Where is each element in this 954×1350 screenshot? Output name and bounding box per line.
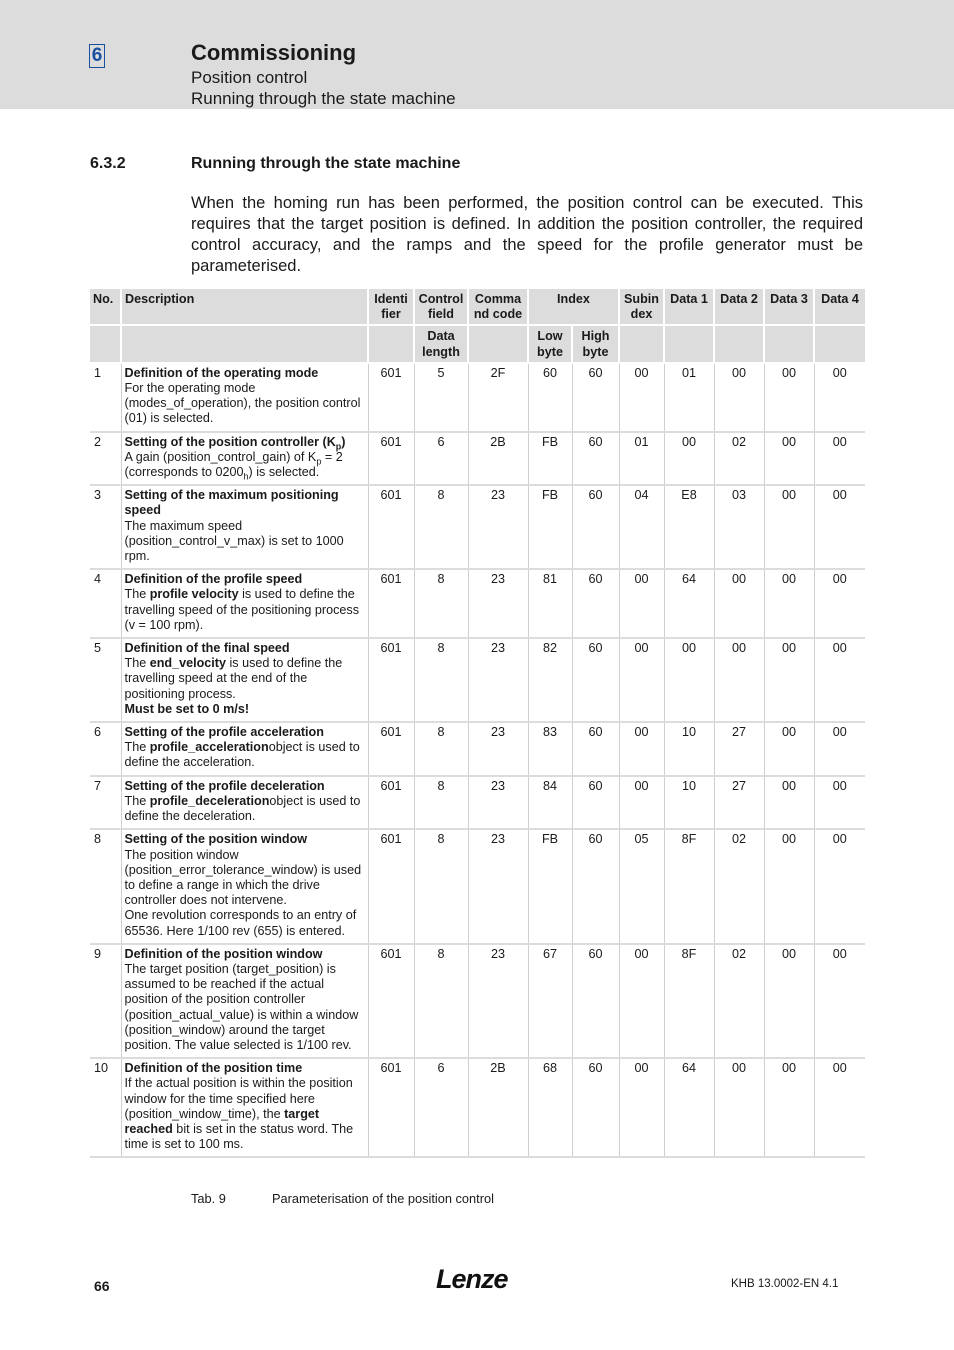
cell-identifier: 601 bbox=[368, 944, 414, 1058]
cell-data2: 00 bbox=[714, 638, 764, 722]
cell-command-code: 2F bbox=[468, 363, 528, 432]
cell-subindex: 05 bbox=[619, 829, 664, 943]
cell-command-code: 23 bbox=[468, 485, 528, 569]
table-row bbox=[90, 485, 865, 569]
col-header-data3: Data 3 bbox=[764, 289, 814, 325]
cell-no: 6 bbox=[90, 722, 121, 776]
row-title: Definition of the operating mode bbox=[124, 365, 319, 380]
cell-data1: 64 bbox=[664, 569, 714, 638]
col-header-data-length: Data length bbox=[414, 325, 468, 362]
row-text: The profile_decelerationobject is used to define the deceleration. bbox=[124, 793, 361, 824]
cell-no: 9 bbox=[90, 944, 121, 1058]
cell-data3: 00 bbox=[764, 722, 814, 776]
cell-index-low: 81 bbox=[528, 569, 572, 638]
section-number: 6.3.2 bbox=[90, 155, 126, 172]
cell-index-high: 60 bbox=[572, 432, 619, 486]
cell-data-length: 5 bbox=[414, 363, 468, 432]
cell-identifier: 601 bbox=[368, 829, 414, 943]
cell-description bbox=[121, 722, 368, 776]
cell-data4: 00 bbox=[814, 363, 865, 432]
cell-no: 2 bbox=[90, 432, 121, 486]
col-header-description: Description bbox=[121, 289, 368, 325]
document-id: KHB 13.0002-EN 4.1 bbox=[731, 1278, 839, 1290]
cell-no: 5 bbox=[90, 638, 121, 722]
table-subheader-row bbox=[90, 325, 865, 362]
cell-data4: 00 bbox=[814, 829, 865, 943]
cell-description bbox=[121, 776, 368, 830]
table-caption-label: Tab. 9 bbox=[191, 1191, 226, 1206]
cell-index-high: 60 bbox=[572, 722, 619, 776]
cell-data1: 10 bbox=[664, 776, 714, 830]
cell-description bbox=[121, 829, 368, 943]
cell-data3: 00 bbox=[764, 432, 814, 486]
cell-subindex: 00 bbox=[619, 638, 664, 722]
cell-identifier: 601 bbox=[368, 638, 414, 722]
cell-subindex: 00 bbox=[619, 1058, 664, 1157]
cell-index-high: 60 bbox=[572, 829, 619, 943]
cell-subindex: 04 bbox=[619, 485, 664, 569]
cell-index-high: 60 bbox=[572, 776, 619, 830]
cell-data1: 64 bbox=[664, 1058, 714, 1157]
table-row bbox=[90, 569, 865, 638]
cell-data2: 27 bbox=[714, 776, 764, 830]
cell-command-code: 23 bbox=[468, 944, 528, 1058]
cell-index-low: 83 bbox=[528, 722, 572, 776]
cell-index-low: FB bbox=[528, 432, 572, 486]
cell-subindex: 00 bbox=[619, 944, 664, 1058]
cell-data3: 00 bbox=[764, 485, 814, 569]
cell-data-length: 8 bbox=[414, 944, 468, 1058]
table-row bbox=[90, 944, 865, 1058]
cell-identifier: 601 bbox=[368, 432, 414, 486]
section-title: Running through the state machine bbox=[191, 155, 461, 172]
cell-data1: 8F bbox=[664, 829, 714, 943]
table-row bbox=[90, 829, 865, 943]
cell-subindex: 00 bbox=[619, 363, 664, 432]
cell-data-length: 8 bbox=[414, 776, 468, 830]
cell-index-low: FB bbox=[528, 485, 572, 569]
cell-data2: 27 bbox=[714, 722, 764, 776]
cell-command-code: 23 bbox=[468, 638, 528, 722]
cell-description bbox=[121, 944, 368, 1058]
cell-identifier: 601 bbox=[368, 363, 414, 432]
cell-description bbox=[121, 638, 368, 722]
header-subtitle-2: Running through the state machine bbox=[191, 89, 456, 108]
cell-data2: 00 bbox=[714, 1058, 764, 1157]
cell-index-high: 60 bbox=[572, 363, 619, 432]
cell-data2: 00 bbox=[714, 569, 764, 638]
cell-command-code: 2B bbox=[468, 432, 528, 486]
row-note: Must be set to 0 m/s! bbox=[124, 701, 250, 716]
cell-data-length: 8 bbox=[414, 485, 468, 569]
cell-index-low: FB bbox=[528, 829, 572, 943]
cell-data-length: 8 bbox=[414, 722, 468, 776]
col-header-data4: Data 4 bbox=[814, 289, 865, 325]
cell-index-low: 67 bbox=[528, 944, 572, 1058]
lenze-logo: Lenze bbox=[436, 1264, 508, 1294]
cell-index-high: 60 bbox=[572, 485, 619, 569]
cell-data2: 02 bbox=[714, 829, 764, 943]
cell-command-code: 23 bbox=[468, 829, 528, 943]
cell-index-low: 68 bbox=[528, 1058, 572, 1157]
col-header-high-byte: High byte bbox=[572, 325, 619, 362]
cell-identifier: 601 bbox=[368, 776, 414, 830]
intro-paragraph: When the homing run has been performed, the position control can be executed. This requires that the target position is defined. In addition the position controller, the required control accuracy, and the ramps and the speed for the profile generator must be parameterised. bbox=[191, 194, 863, 275]
col-header-low-byte: Low byte bbox=[528, 325, 572, 362]
cell-description bbox=[121, 363, 368, 432]
cell-description bbox=[121, 432, 368, 486]
row-text: The target position (target_position) is assumed to be reached if the actual position of the position controller (position_actual_value) is within a window (position_window) around the target position. The value selected is 1/100 rev. bbox=[124, 961, 359, 1052]
row-title: Definition of the position time bbox=[124, 1061, 303, 1076]
row-title: Setting of the position controller $(K_p)$ bbox=[124, 434, 346, 452]
cell-data2: 02 bbox=[714, 432, 764, 486]
cell-data4: 00 bbox=[814, 485, 865, 569]
row-text: The end_velocity is used to define the travelling speed at the end of the positioning process. bbox=[124, 656, 343, 701]
row-text: The position window (position_error_tolerance_window) is used to define a range in which the drive controller does not intervene. bbox=[124, 847, 362, 908]
cell-subindex: 00 bbox=[619, 776, 664, 830]
cell-command-code: 2B bbox=[468, 1058, 528, 1157]
header-subtitle-1: Position control bbox=[191, 68, 308, 87]
cell-description bbox=[121, 569, 368, 638]
row-text: A gain (position_control_gain) of $K_p = 2$ (corresponds to $0200_h$) is selected. bbox=[124, 449, 343, 482]
cell-data3: 00 bbox=[764, 944, 814, 1058]
col-header-data1: Data 1 bbox=[664, 289, 714, 325]
cell-description bbox=[121, 485, 368, 569]
cell-data-length: 8 bbox=[414, 569, 468, 638]
cell-data1: 10 bbox=[664, 722, 714, 776]
cell-description bbox=[121, 1058, 368, 1157]
cell-no: 3 bbox=[90, 485, 121, 569]
cell-index-high: 60 bbox=[572, 944, 619, 1058]
cell-data1: 00 bbox=[664, 638, 714, 722]
row-text: For the operating mode (modes_of_operation), the position control (01) is selected. bbox=[124, 381, 361, 426]
row-text: If the actual position is within the position window for the time specified here (position_window_time), the target reached bit is set in the status word. The time is set to 100 ms. bbox=[124, 1076, 354, 1152]
col-header-control-field: Control field bbox=[414, 289, 468, 325]
cell-subindex: 00 bbox=[619, 569, 664, 638]
row-title: Setting of the maximum positioning speed bbox=[124, 488, 339, 518]
cell-no: 4 bbox=[90, 569, 121, 638]
cell-data-length: 8 bbox=[414, 638, 468, 722]
table-row bbox=[90, 722, 865, 776]
cell-data4: 00 bbox=[814, 638, 865, 722]
chapter-title: Commissioning bbox=[191, 40, 357, 65]
cell-data4: 00 bbox=[814, 1058, 865, 1157]
cell-data4: 00 bbox=[814, 944, 865, 1058]
cell-no: 8 bbox=[90, 829, 121, 943]
page-number: 66 bbox=[94, 1278, 110, 1294]
row-title: Definition of the profile speed bbox=[124, 572, 303, 587]
cell-identifier: 601 bbox=[368, 1058, 414, 1157]
row-title: Setting of the profile deceleration bbox=[124, 778, 325, 793]
cell-index-high: 60 bbox=[572, 1058, 619, 1157]
cell-data-length: 6 bbox=[414, 432, 468, 486]
row-text: The maximum speed (position_control_v_max) is set to 1000 rpm. bbox=[124, 518, 344, 564]
cell-data3: 00 bbox=[764, 569, 814, 638]
cell-data3: 00 bbox=[764, 776, 814, 830]
row-title: Definition of the final speed bbox=[124, 641, 290, 656]
cell-no: 1 bbox=[90, 363, 121, 432]
cell-data-length: 8 bbox=[414, 829, 468, 943]
cell-data2: 02 bbox=[714, 944, 764, 1058]
table-row bbox=[90, 363, 865, 432]
table-header-row bbox=[90, 289, 865, 325]
table-row bbox=[90, 1058, 865, 1157]
header-band bbox=[0, 0, 954, 109]
row-text: The profile_accelerationobject is used to define the acceleration. bbox=[124, 740, 360, 770]
cell-data1: E8 bbox=[664, 485, 714, 569]
chapter-number-link[interactable]: 6 bbox=[89, 44, 105, 68]
table-row bbox=[90, 638, 865, 722]
row-title: Setting of the profile acceleration bbox=[124, 725, 324, 740]
table-row bbox=[90, 776, 865, 830]
cell-data2: 03 bbox=[714, 485, 764, 569]
col-header-data2: Data 2 bbox=[714, 289, 764, 325]
cell-data3: 00 bbox=[764, 363, 814, 432]
cell-data1: 00 bbox=[664, 432, 714, 486]
cell-identifier: 601 bbox=[368, 722, 414, 776]
cell-data4: 00 bbox=[814, 722, 865, 776]
cell-data1: 01 bbox=[664, 363, 714, 432]
cell-data3: 00 bbox=[764, 638, 814, 722]
col-header-index: Index bbox=[528, 289, 619, 325]
cell-data3: 00 bbox=[764, 1058, 814, 1157]
cell-index-low: 82 bbox=[528, 638, 572, 722]
row-title: Setting of the position window bbox=[124, 832, 308, 847]
parameter-table bbox=[90, 289, 865, 1158]
col-header-identifier: Identi fier bbox=[368, 289, 414, 325]
cell-identifier: 601 bbox=[368, 485, 414, 569]
row-title: Definition of the position window bbox=[124, 946, 323, 961]
cell-subindex: 00 bbox=[619, 722, 664, 776]
cell-index-low: 60 bbox=[528, 363, 572, 432]
cell-data3: 00 bbox=[764, 829, 814, 943]
cell-data-length: 6 bbox=[414, 1058, 468, 1157]
table-row bbox=[90, 432, 865, 486]
cell-subindex: 01 bbox=[619, 432, 664, 486]
cell-data4: 00 bbox=[814, 569, 865, 638]
cell-command-code: 23 bbox=[468, 722, 528, 776]
col-header-command-code: Comma nd code bbox=[468, 289, 528, 325]
cell-index-high: 60 bbox=[572, 638, 619, 722]
cell-data4: 00 bbox=[814, 432, 865, 486]
row-text-2: One revolution corresponds to an entry of 65536. Here 1/100 rev (655) is entered. bbox=[124, 908, 357, 938]
col-header-no: No. bbox=[90, 289, 121, 325]
cell-index-low: 84 bbox=[528, 776, 572, 830]
cell-index-high: 60 bbox=[572, 569, 619, 638]
cell-data2: 00 bbox=[714, 363, 764, 432]
cell-identifier: 601 bbox=[368, 569, 414, 638]
table-caption-text: Parameterisation of the position control bbox=[272, 1191, 494, 1206]
col-header-subindex: Subin dex bbox=[619, 289, 664, 325]
cell-no: 7 bbox=[90, 776, 121, 830]
cell-data4: 00 bbox=[814, 776, 865, 830]
cell-no: 10 bbox=[90, 1058, 121, 1157]
cell-command-code: 23 bbox=[468, 776, 528, 830]
cell-command-code: 23 bbox=[468, 569, 528, 638]
row-text: The profile velocity is used to define the travelling speed of the positioning process (v = 100 rpm). bbox=[124, 587, 360, 632]
cell-data1: 8F bbox=[664, 944, 714, 1058]
